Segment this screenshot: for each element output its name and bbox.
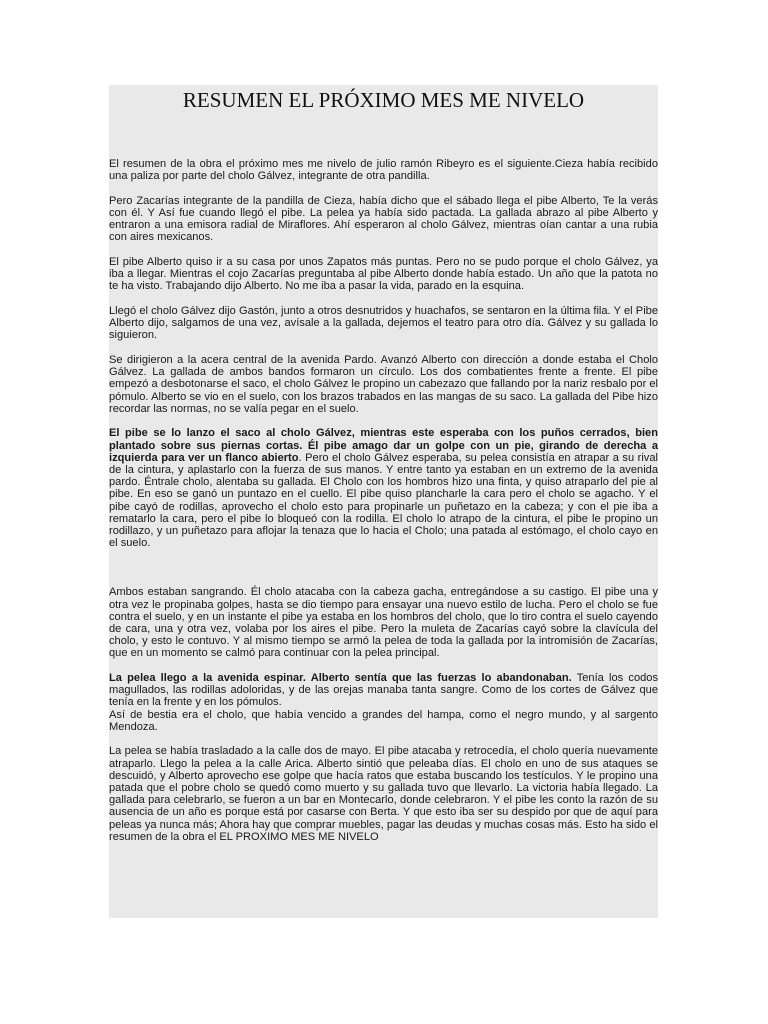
paragraph-6 xyxy=(109,427,658,549)
paragraph-5 xyxy=(109,354,658,415)
paragraph-4-text: Llegó el cholo Gálvez dijo Gastón, junto a otros desnutridos y huachafos, se sentaron en la última fila. Y el Pibe Alberto dijo, salgamos de una vez, avísale a la gallada, dejemos el teatro para otro día. Gálvez y su gallada lo siguieron. xyxy=(109,305,658,342)
paragraph-7-text: Ambos estaban sangrando. Él cholo atacaba con la cabeza gacha, entregándose a su castigo. El pibe una y otra vez le propinaba golpes, hasta se dio tiempo para ensayar una nuevo estilo de lucha. Pero el cholo se fue contra el suelo, y en un instante el pibe ya estaba en los hombros del cholo, que lo tiro contra el suelo cayendo de cara, una y otra vez, volaba por los aires el pibe. Pero la muleta de Zacarías cayó sobre la clavícula del cholo, y esto le contuvo. Y al mismo tiempo se armó la pelea de toda la gallada por la intromisión de Zacarías, que en un momento se calmó para continuar con la pelea principal. xyxy=(109,586,658,660)
paragraph-8-text: Tenía los codos magullados, las rodillas adoloridas, y de las orejas manaba tanta sangre. Como de los cortes de Gálvez que tenía en la frente y en los pómulos. xyxy=(109,672,658,709)
paragraph-3-text: El pibe Alberto quiso ir a su casa por unos Zapatos más puntas. Pero no se pudo porque el cholo Gálvez, ya iba a llegar. Mientras el cojo Zacarías preguntaba al pibe Alberto donde había estado. Un año que la patota no te ha visto. Trabajando dijo Alberto. No me iba a pasar la vida, parado en la esquina. xyxy=(109,256,658,293)
paragraph-8-extra: Así de bestia era el cholo, que había vencido a grandes del hampa, como el negro mundo, y al sargento Mendoza. xyxy=(109,708,658,733)
document-body xyxy=(109,158,658,843)
document-page xyxy=(109,85,658,918)
paragraph-7 xyxy=(109,586,658,659)
paragraph-1 xyxy=(109,158,658,182)
paragraph-6-bold: El pibe se lo lanzo el saco al cholo Gálvez, mientras este esperaba con los puños cerrados, bien plantado sobre sus piernas cortas. Él pibe amago dar un golpe con un pie, girando de derecha a izquierda para ver un flanco abierto xyxy=(109,427,658,464)
paragraph-8 xyxy=(109,672,658,733)
paragraph-9-text: La pelea se había trasladado a la calle dos de mayo. El pibe atacaba y retrocedía, el cholo quería nuevamente atraparlo. Llego la pelea a la calle Arica. Alberto sintió que peleaba días. El cholo en uno de sus ataques se descuidó, y Alberto aprovecho ese golpe que hacía ratos que estaba buscando los testículos. Y le propino una patada que el pobre cholo se quedó como muerto y su gallada tuvo que llevarlo. La victoria había llegado. La gallada para celebrarlo, se fueron a un bar en Montecarlo, donde celebraron. Y el pibe les conto la razón de su ausencia de un año es porque está por casarse con Berta. Y que esto iba ser su despido por que de aquí para peleas ya nunca más; Ahora hay que comprar muebles, pagar las deudas y muchas cosas más. Esto ha sido el resumen de la obra el EL PROXIMO MES ME NIVELO xyxy=(109,745,658,843)
paragraph-3 xyxy=(109,256,658,293)
paragraph-2-text: Pero Zacarías integrante de la pandilla de Cieza, había dicho que el sábado llega el pibe Alberto, Te la verás con él. Y Así fue cuando llegó el pibe. La pelea ya había sido pactada. La gallada abrazo al pibe Alberto y entraron a una emisora radial de Miraflores. Ahí esperaron al cholo Gálvez, mientras oían cantar a una rubia con aires mexicanos. xyxy=(109,194,658,244)
paragraph-2 xyxy=(109,195,658,244)
paragraph-1-text: El resumen de la obra el próximo mes me nivelo de julio ramón Ribeyro es el siguiente.Cieza había recibido una paliza por parte del cholo Gálvez, integrante de otra pandilla. xyxy=(109,158,658,183)
paragraph-6-text: . Pero el cholo Gálvez esperaba, su pelea consistía en atrapar a su rival de la cintura, y aplastarlo con la fuerza de sus manos. Y entre tanto ya estaban en un extremo de la avenida pardo. Éntrale cholo, alentaba su gallada. El Cholo con los hombros hizo una finta, y quiso atraparlo del pie al pibe. En eso se ganó un puntazo en el cuello. El pibe quiso plancharle la cara pero el cholo se agacho. Y el pibe cayó de rodillas, aprovecho el cholo esto para propinarle un puñetazo en la cabeza; y con el pie iba a rematarlo la cara, pero el pibe lo bloqueó con la rodilla. El cholo lo atrapo de la cintura, el pibe le propino un rodillazo, y un puñetazo para aflojar la tenaza que lo hacia el Cholo; una patada al estómago, el cholo cayo en el suelo. xyxy=(109,451,658,550)
paragraph-9 xyxy=(109,745,658,843)
paragraph-5-text: Se dirigieron a la acera central de la avenida Pardo. Avanzó Alberto con dirección a donde estaba el Cholo Gálvez. La gallada de ambos bandos formaron un círculo. Los dos combatientes frente a frente. El pibe empezó a desbotonarse el saco, el cholo Gálvez le propino un cabezazo que fallando por la nariz resbalo por el pómulo. Alberto se vio en el suelo, con los brazos trabados en las mangas de su saco. La gallada del Pibe hizo recordar las normas, no se valía pegar en el suelo. xyxy=(109,354,658,415)
paragraph-4 xyxy=(109,305,658,342)
paragraph-8-bold: La pelea llego a la avenida espinar. Alberto sentía que las fuerzas lo abandonaban. xyxy=(109,672,572,685)
document-title: RESUMEN EL PRÓXIMO MES ME NIVELO xyxy=(182,88,585,112)
